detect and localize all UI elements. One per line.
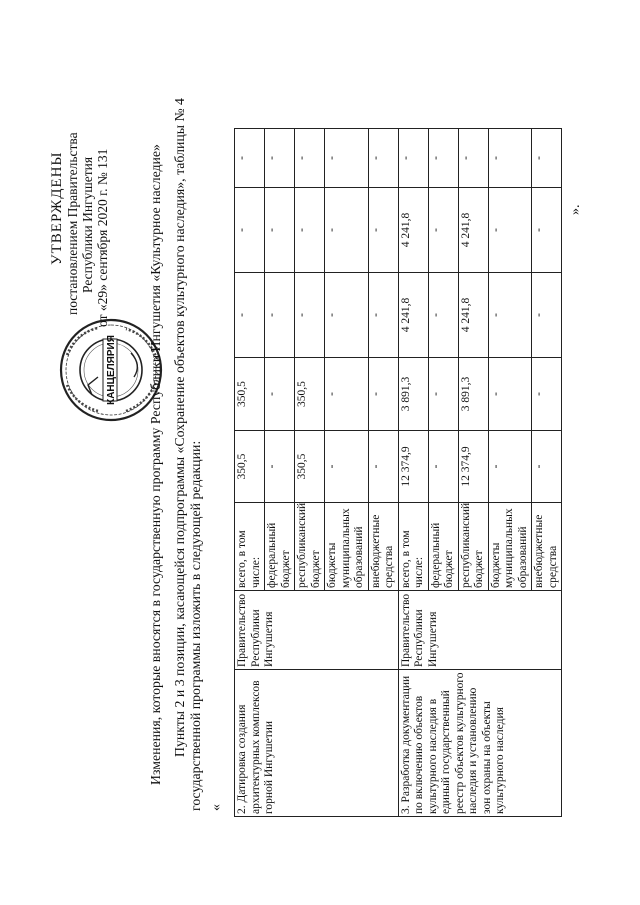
amount-cell: - xyxy=(325,358,369,431)
seal-center-text: КАНЦЕЛЯРИЯ xyxy=(106,335,117,405)
approval-line-2: Республики Ингушетия xyxy=(80,156,95,293)
funding-source-cell: федеральный бюджет xyxy=(428,503,458,591)
amount-cell: - xyxy=(235,188,265,273)
amount-cell: - xyxy=(295,273,325,358)
funding-source-cell: внебюджетные средства xyxy=(368,503,398,591)
amount-cell: 4 241,8 xyxy=(458,188,488,273)
amount-cell: - xyxy=(368,273,398,358)
amount-cell: - xyxy=(488,431,532,503)
amount-cell: 3 891,3 xyxy=(458,358,488,431)
amount-cell: 350,5 xyxy=(235,431,265,503)
quote-close: ». xyxy=(568,204,583,215)
executor-cell: Правительство Республики Ингушетия xyxy=(235,591,399,670)
amount-cell: - xyxy=(368,358,398,431)
amount-cell: - xyxy=(265,358,295,431)
amount-cell: - xyxy=(428,129,458,188)
amount-cell: 3 891,3 xyxy=(398,358,428,431)
amount-cell: - xyxy=(428,358,458,431)
funding-source-cell: всего, в том числе: xyxy=(235,503,265,591)
funding-source-cell: бюджеты муниципальных образований xyxy=(325,503,369,591)
executor-cell: Правительство Республики Ингушетия xyxy=(398,591,562,670)
amount-cell: - xyxy=(532,129,562,188)
amount-cell: - xyxy=(532,358,562,431)
amount-cell: - xyxy=(488,358,532,431)
amount-cell: 12 374,9 xyxy=(458,431,488,503)
amount-cell: - xyxy=(532,273,562,358)
amount-cell: - xyxy=(295,129,325,188)
amount-cell: - xyxy=(428,431,458,503)
funding-source-cell: республиканский бюджет xyxy=(295,503,325,591)
amount-cell: - xyxy=(428,273,458,358)
table-row xyxy=(235,129,265,817)
intro-paragraph: Пункты 2 и 3 позиции, касающейся подпрограммы «Сохранение объектов культурного наследия», таблицы № 4 государственной программы изложить в следующей редакции: xyxy=(172,98,203,811)
quote-open: « xyxy=(209,804,224,811)
amount-cell: - xyxy=(488,129,532,188)
table-row xyxy=(398,129,428,817)
amount-cell: - xyxy=(265,273,295,358)
amount-cell: - xyxy=(325,188,369,273)
amount-cell: - xyxy=(325,129,369,188)
amount-cell: - xyxy=(325,273,369,358)
amount-cell: - xyxy=(488,273,532,358)
amount-cell: - xyxy=(458,129,488,188)
amount-cell: - xyxy=(368,129,398,188)
funding-source-cell: республиканский бюджет xyxy=(458,503,488,591)
approval-line-3: от «29» сентября 2020 г. № 131 xyxy=(95,148,110,327)
amount-cell: 350,5 xyxy=(295,431,325,503)
amount-cell: 4 241,8 xyxy=(398,273,428,358)
amount-cell: - xyxy=(532,188,562,273)
amount-cell: 350,5 xyxy=(295,358,325,431)
amount-cell: - xyxy=(265,431,295,503)
document-title: Изменения, которые вносятся в государственную программу Республики Ингушетия «Культурное наследие» xyxy=(148,144,163,785)
amount-cell: - xyxy=(368,431,398,503)
funding-source-cell: внебюджетные средства xyxy=(532,503,562,591)
amount-cell: - xyxy=(398,129,428,188)
amount-cell: - xyxy=(235,273,265,358)
funding-source-cell: федеральный бюджет xyxy=(265,503,295,591)
amount-cell: 4 241,8 xyxy=(398,188,428,273)
amount-cell: - xyxy=(428,188,458,273)
program-table xyxy=(234,128,562,817)
amount-cell: 350,5 xyxy=(235,358,265,431)
amount-cell: - xyxy=(265,129,295,188)
amount-cell: - xyxy=(235,129,265,188)
amount-cell: - xyxy=(368,188,398,273)
approval-line-1: постановлением Правительства xyxy=(65,132,80,315)
amount-cell: - xyxy=(325,431,369,503)
amount-cell: - xyxy=(532,431,562,503)
amount-cell: - xyxy=(295,188,325,273)
measure-name-cell: 3. Разработка документации по включению объектов культурного наследия в единый государственный реестр объектов культурного наследия и установлению зон охраны на объекты культурного наследия xyxy=(398,670,562,817)
funding-source-cell: всего, в том числе: xyxy=(398,503,428,591)
amount-cell: - xyxy=(265,188,295,273)
amount-cell: - xyxy=(488,188,532,273)
approval-title: УТВЕРЖДЕНЫ xyxy=(49,151,65,265)
amount-cell: 12 374,9 xyxy=(398,431,428,503)
amount-cell: 4 241,8 xyxy=(458,273,488,358)
funding-source-cell: бюджеты муниципальных образований xyxy=(488,503,532,591)
measure-name-cell: 2. Датировка создания архитектурных комплексов горной Ингушетии xyxy=(235,670,399,817)
